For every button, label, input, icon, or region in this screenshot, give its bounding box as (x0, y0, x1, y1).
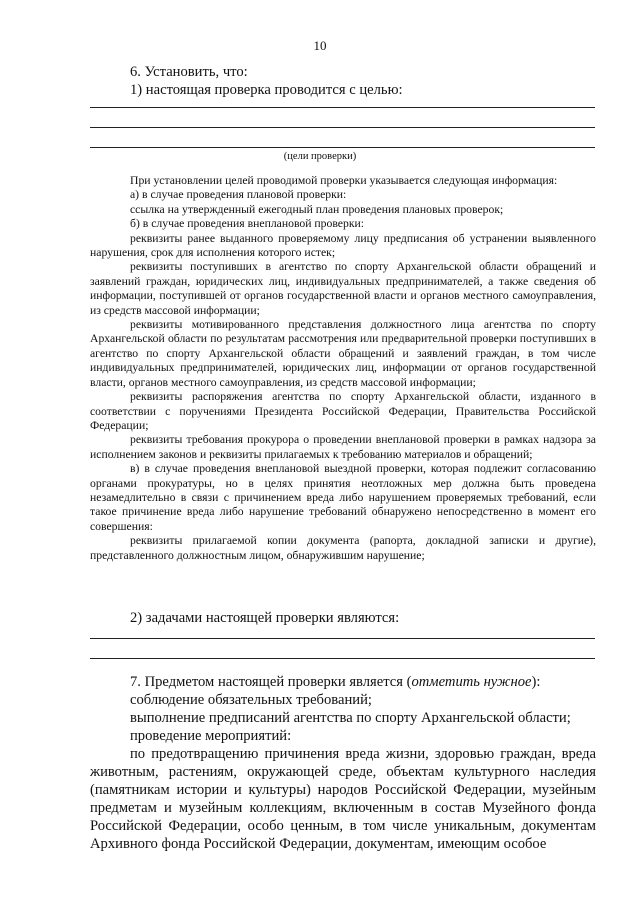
section-7-line: выполнение предписаний агентства по спорту Архангельской области; (130, 710, 571, 726)
section-7-body: по предотвращению причинения вреда жизни, здоровью граждан, вреда животным, растениям, окружающей среде, объектам культурного наследия (памятникам истории и культуры) народов Российской Федерации, музейным предметам и музейным коллекциям, включенным в состав Музейного фонда Российской Федерации, особо ценным, в том числе уникальным, документам Архивного фонда Российской Федерации, документам, имеющим особое (90, 746, 596, 852)
section-7 (90, 673, 596, 853)
goals-caption: (цели проверки) (283, 151, 357, 162)
instruction-paragraph: реквизиты ранее выданного проверяемому лицу предписания об устранении выявленного нарушения, срок для исполнения которого истек; (90, 231, 596, 260)
instruction-paragraph: реквизиты распоряжения агентства по спорту Архангельской области, изданного в соответствии с поручениями Президента Российской Федерации, Правительства Российской Федерации; (90, 390, 596, 432)
instruction-paragraph: реквизиты прилагаемой копии документа (рапорта, докладной записки и другие), представленного должностным лицом, обнаружившим нарушение; (90, 534, 596, 562)
section-7-line: соблюдение обязательных требований; (130, 692, 372, 708)
blank-line-3 (90, 147, 595, 148)
instruction-paragraph: а) в случае проведения плановой проверки: (130, 188, 347, 202)
instruction-paragraph: б) в случае проведения внеплановой проверки: (130, 217, 365, 231)
mark-needed-note: отметить нужное (411, 674, 532, 690)
blank-line-1 (90, 107, 595, 108)
instruction-paragraph: При установлении целей проводимой проверки указывается следующая информация: (130, 174, 558, 187)
blank-line-2 (90, 127, 595, 128)
instructions-block (90, 174, 596, 563)
section-7-line: проведение мероприятий: (130, 728, 292, 744)
blank-line-4 (90, 638, 595, 639)
instruction-paragraph: реквизиты требования прокурора о проведении внеплановой проверки в рамках надзора за исполнением законов и реквизиты прилагаемых к требованию материалов и обращений; (90, 433, 596, 461)
instruction-paragraph: реквизиты поступивших в агентство по спорту Архангельской области обращений и заявлений граждан, юридических лиц, индивидуальных предпринимателей, а также сведения об информации, поступившей от органов государственной власти и органов местного самоуправления, из средств массовой информации; (90, 260, 596, 317)
instruction-paragraph: в) в случае проведения внеплановой выездной проверки, которая подлежит согласованию органами прокуратуры, но в целях принятия неотложных мер должна быть проведена незамедлительно в связи с причинением вреда либо нарушением проверяемых требований, если такое причинение вреда либо нарушение требований обнаружено непосредственно в момент его совершения: (90, 462, 596, 533)
blank-line-5 (90, 658, 595, 659)
page-number: 10 (313, 38, 327, 53)
instruction-paragraph: ссылка на утвержденный ежегодный план проведения плановых проверок; (130, 202, 504, 216)
section-6-title: 6. Установить, что: (130, 64, 248, 80)
section-7-title-suffix: ): (531, 674, 541, 690)
section-7-title-prefix: 7. Предметом настоящей проверки является ( (130, 674, 412, 690)
section-6-item-2: 2) задачами настоящей проверки являются: (130, 610, 400, 626)
instruction-paragraph: реквизиты мотивированного представления должностного лица агентства по спорту Архангельской области по результатам рассмотрения или предварительной проверки поступивших в агентство по спорту Архангельской области обращений и заявлений граждан, в том числе индивидуальных предпринимателей, юридических лиц, информации от органов государственной власти, органов местного самоуправления, из средств массовой информации; (90, 318, 596, 389)
section-7-title (90, 673, 596, 691)
section-6-item-1: 1) настоящая проверка проводится с целью: (130, 82, 403, 98)
